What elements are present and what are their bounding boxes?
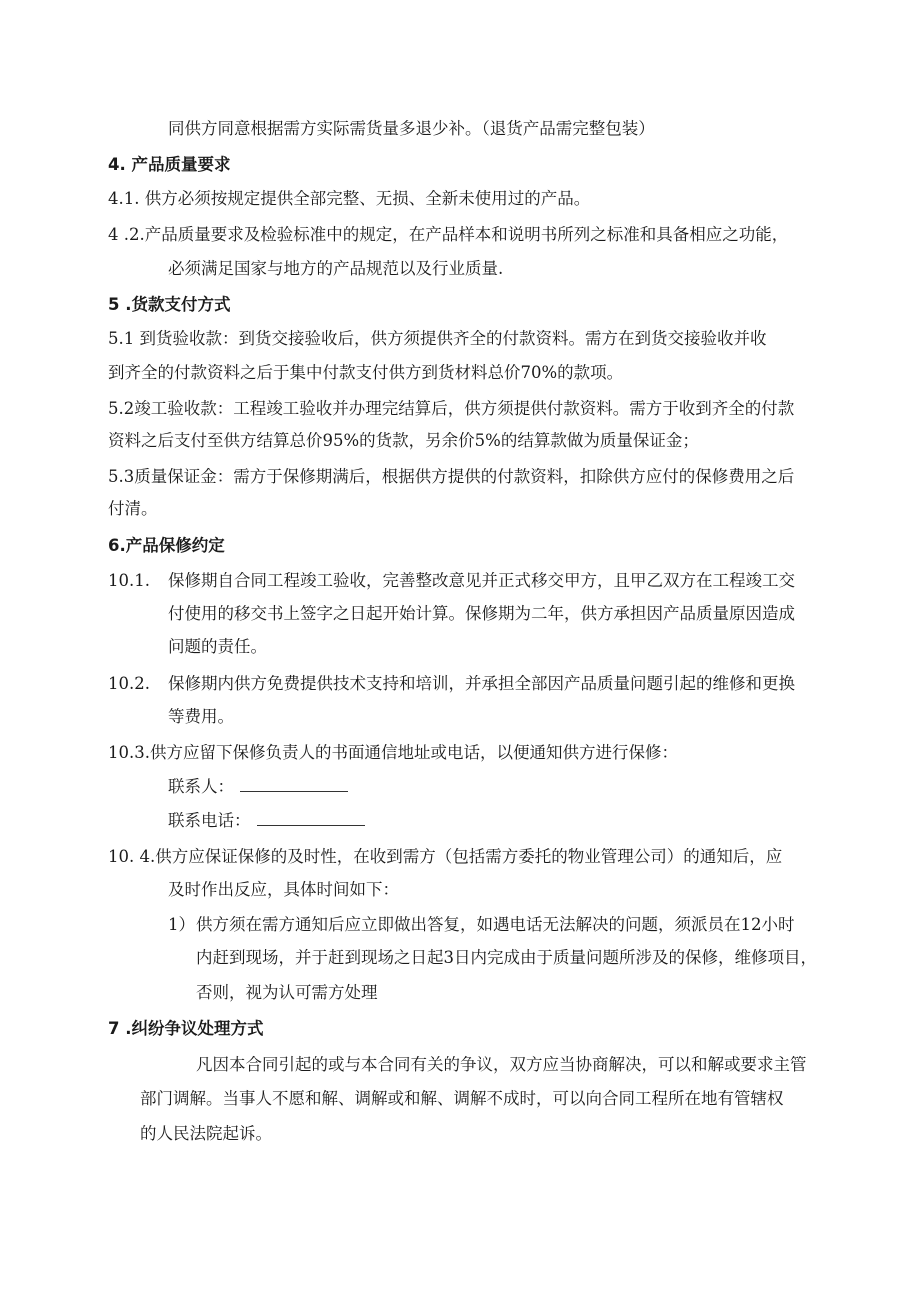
sub-item-line-2: 内赶到现场，并于赶到现场之日起3日内完成由于质量问题所涉及的保修，维修项目，: [196, 948, 817, 967]
clause-5-1-line-1: 5.1 到货验收款：到货交接验收后，供方须提供齐全的付款资料。需方在到货交接验收并收: [108, 329, 767, 348]
sub-item-number: 1）: [168, 915, 195, 934]
clause-10-2-line-2: 等费用。: [168, 707, 234, 726]
section-7-line-3: 的人民法院起诉。: [140, 1124, 272, 1143]
contact-person-row: [168, 776, 348, 798]
clause-10-4-line-2: 及时作出反应，具体时间如下：: [168, 880, 399, 899]
section-6-heading: 6.产品保修约定: [108, 536, 225, 555]
clause-10-4-line-1: 10. 4.供方应保证保修的及时性，在收到需方（包括需方委托的物业管理公司）的通知后，应: [108, 847, 783, 866]
clause-10-1-line-3: 问题的责任。: [168, 637, 267, 656]
contact-phone-row: [168, 810, 365, 832]
section-5-heading: 5 .货款支付方式: [108, 295, 231, 314]
contact-person-label: 联系人：: [168, 777, 234, 796]
section-4-heading: 4. 产品质量要求: [108, 155, 231, 174]
clause-4-2-line-1: 4 .2.产品质量要求及检验标准中的规定，在产品样本和说明书所列之标准和具备相应之功能，: [108, 225, 789, 244]
clause-5-2-line-2: 资料之后支付至供方结算总价95%的货款，另余价5%的结算款做为质量保证金；: [108, 431, 699, 450]
intro-line: 同供方同意根据需方实际需货量多退少补。（退货产品需完整包装）: [168, 119, 655, 138]
clause-10-2-line-1: 保修期内供方免费提供技术支持和培训，并承担全部因产品质量问题引起的维修和更换: [168, 674, 795, 693]
clause-10-1-line-1: 保修期自合同工程竣工验收，完善整改意见并正式移交甲方，且甲乙双方在工程竣工交: [168, 571, 795, 590]
contact-person-blank[interactable]: [240, 776, 348, 792]
sub-item-line-1: 供方须在需方通知后应立即做出答复，如遇电话无法解决的问题，须派员在12小时: [196, 915, 795, 934]
contact-phone-blank[interactable]: [257, 810, 365, 826]
clause-5-2-line-1: 5.2竣工验收款：工程竣工验收并办理完结算后，供方须提供付款资料。需方于收到齐全的付款: [108, 399, 795, 418]
section-7-heading: 7 .纠纷争议处理方式: [108, 1019, 264, 1038]
clause-5-3-line-2: 付清。: [108, 499, 158, 518]
clause-10-1-line-2: 付使用的移交书上签字之日起开始计算。保修期为二年，供方承担因产品质量原因造成: [168, 604, 795, 623]
clause-10-2-number: 10.2.: [108, 674, 150, 693]
clause-4-1: 4.1. 供方必须按规定提供全部完整、无损、全新未使用过的产品。: [108, 189, 591, 208]
contact-phone-label: 联系电话：: [168, 811, 251, 830]
clause-4-2-line-2: 必须满足国家与地方的产品规范以及行业质量.: [168, 259, 504, 278]
sub-item-line-3: 否则，视为认可需方处理: [196, 983, 378, 1002]
section-7-line-1: 凡因本合同引起的或与本合同有关的争议，双方应当协商解决，可以和解或要求主管: [196, 1055, 807, 1074]
clause-5-3-line-1: 5.3质量保证金：需方于保修期满后，根据供方提供的付款资料，扣除供方应付的保修费用之后: [108, 467, 795, 486]
clause-10-3: 10.3.供方应留下保修负责人的书面通信地址或电话，以便通知供方进行保修：: [108, 743, 678, 762]
section-7-line-2: 部门调解。当事人不愿和解、调解或和解、调解不成时，可以向合同工程所在地有管辖权: [140, 1089, 784, 1108]
clause-10-1-number: 10.1.: [108, 571, 150, 590]
clause-5-1-line-2: 到齐全的付款资料之后于集中付款支付供方到货材料总价70%的款项。: [108, 363, 624, 382]
